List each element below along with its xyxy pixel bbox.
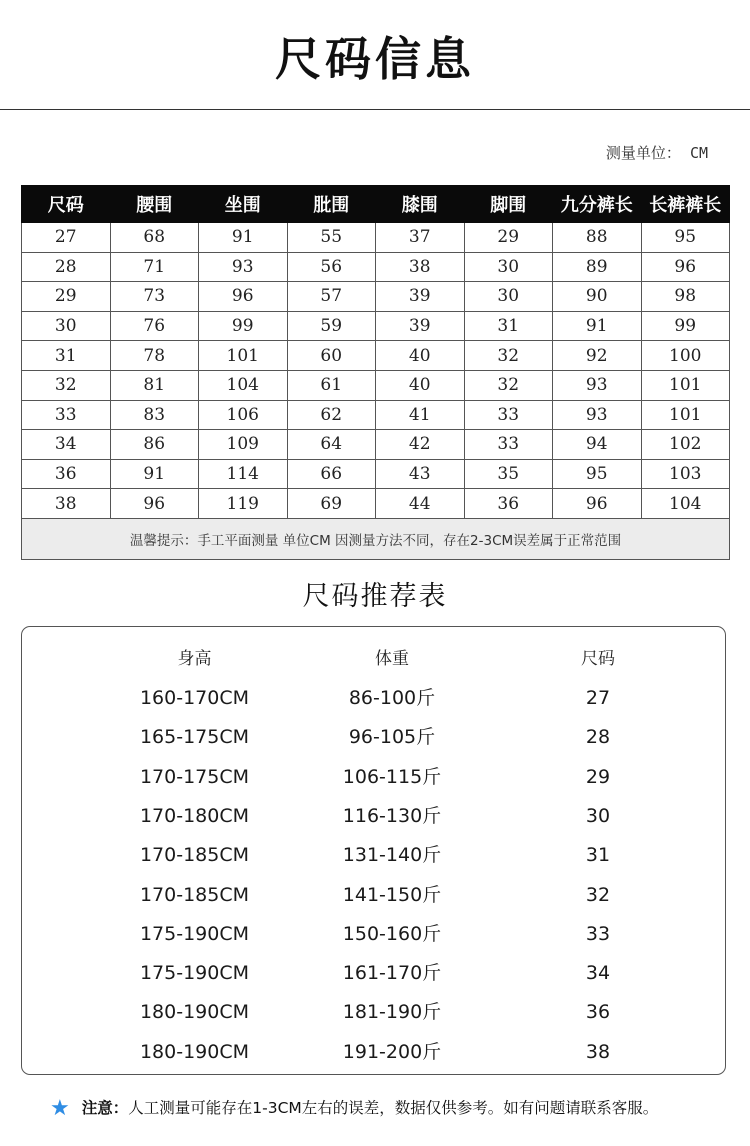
table-cell: 39 [376, 311, 465, 341]
table-cell: 93 [553, 370, 642, 400]
table-cell: 81 [110, 370, 199, 400]
table-cell: 32 [464, 341, 553, 371]
table-cell: 100 [641, 341, 730, 371]
size-header-cell: 腰围 [110, 186, 199, 223]
table-cell: 33 [22, 400, 111, 430]
recommend-table [21, 626, 726, 1075]
table-cell: 91 [553, 311, 642, 341]
recommend-height: 170-185CM [139, 844, 250, 867]
table-row [22, 459, 730, 489]
table-cell: 31 [464, 311, 553, 341]
size-header-cell: 九分裤长 [553, 186, 642, 223]
recommend-weight: 131-140斤 [342, 844, 442, 867]
table-cell: 35 [464, 459, 553, 489]
table-cell: 38 [22, 489, 111, 519]
table-cell: 94 [553, 430, 642, 460]
recommend-header-row [22, 641, 727, 677]
table-cell: 28 [22, 252, 111, 282]
table-cell: 109 [199, 430, 288, 460]
list-item [22, 680, 727, 716]
table-row [22, 223, 730, 253]
recommend-weight: 181-190斤 [342, 1001, 442, 1024]
table-cell: 32 [464, 370, 553, 400]
table-cell: 30 [22, 311, 111, 341]
footer-note [50, 1094, 658, 1122]
recommend-height: 160-170CM [139, 687, 250, 709]
recommend-weight: 141-150斤 [342, 883, 442, 906]
table-cell: 96 [553, 489, 642, 519]
recommend-size: 33 [585, 922, 611, 945]
table-cell: 41 [376, 400, 465, 430]
table-cell: 88 [553, 223, 642, 253]
list-item [22, 837, 727, 873]
table-cell: 30 [464, 282, 553, 312]
list-item [22, 877, 727, 913]
table-row [22, 370, 730, 400]
table-cell: 68 [110, 223, 199, 253]
table-cell: 30 [464, 252, 553, 282]
table-row [22, 311, 730, 341]
table-cell: 60 [287, 341, 376, 371]
recommend-header-height: 身高 [177, 649, 212, 669]
table-cell: 40 [376, 341, 465, 371]
table-cell: 40 [376, 370, 465, 400]
page-title: 尺码信息 [275, 32, 475, 86]
size-header-cell: 肶围 [287, 186, 376, 223]
table-cell: 83 [110, 400, 199, 430]
table-cell: 86 [110, 430, 199, 460]
recommend-header-weight: 体重 [375, 649, 409, 669]
table-cell: 96 [110, 489, 199, 519]
table-cell: 33 [464, 400, 553, 430]
table-row [22, 489, 730, 519]
table-cell: 73 [110, 282, 199, 312]
title-divider [0, 109, 750, 110]
table-cell: 92 [553, 341, 642, 371]
table-cell: 103 [641, 459, 730, 489]
table-cell: 104 [641, 489, 730, 519]
table-cell: 29 [22, 282, 111, 312]
table-cell: 104 [199, 370, 288, 400]
table-cell: 71 [110, 252, 199, 282]
table-cell: 29 [464, 223, 553, 253]
star-icon: ★ [50, 1096, 70, 1121]
recommend-weight: 150-160斤 [342, 922, 442, 945]
table-cell: 78 [110, 341, 199, 371]
table-cell: 114 [199, 459, 288, 489]
table-cell: 106 [199, 400, 288, 430]
recommend-size: 34 [585, 962, 611, 985]
recommend-size: 27 [585, 687, 611, 709]
recommend-height: 170-185CM [139, 883, 250, 906]
recommend-height: 180-190CM [139, 1001, 250, 1024]
recommend-weight: 106-115斤 [342, 765, 442, 788]
table-cell: 43 [376, 459, 465, 489]
table-cell: 119 [199, 489, 288, 519]
unit-note: 测量单位： CM [605, 144, 708, 162]
recommend-height: 180-190CM [139, 1040, 250, 1063]
table-cell: 101 [199, 341, 288, 371]
list-item [22, 916, 727, 952]
footer-label: 注意： [81, 1099, 129, 1117]
table-cell: 34 [22, 430, 111, 460]
table-cell: 69 [287, 489, 376, 519]
size-header-cell: 坐围 [199, 186, 288, 223]
table-cell: 91 [199, 223, 288, 253]
table-cell: 98 [641, 282, 730, 312]
table-cell: 89 [553, 252, 642, 282]
size-header-cell: 脚围 [464, 186, 553, 223]
table-cell: 55 [287, 223, 376, 253]
list-item [22, 719, 727, 755]
size-table-body [22, 223, 730, 519]
list-item [22, 994, 727, 1030]
recommend-size: 30 [585, 804, 611, 827]
table-cell: 56 [287, 252, 376, 282]
recommend-height: 165-175CM [139, 726, 250, 749]
table-cell: 93 [199, 252, 288, 282]
table-row [22, 430, 730, 460]
table-cell: 96 [641, 252, 730, 282]
table-cell: 99 [199, 311, 288, 341]
list-item [22, 759, 727, 795]
table-cell: 37 [376, 223, 465, 253]
table-cell: 99 [641, 311, 730, 341]
table-cell: 42 [376, 430, 465, 460]
size-header-cell: 膝围 [376, 186, 465, 223]
table-cell: 96 [199, 282, 288, 312]
table-cell: 57 [287, 282, 376, 312]
size-table [21, 185, 730, 560]
size-tip-text: 温馨提示：手工平面测量 单位CM 因测量方法不同，存在2-3CM误差属于正常范围 [22, 518, 730, 559]
recommend-size: 28 [585, 726, 611, 749]
recommend-weight: 96-105斤 [348, 726, 436, 749]
recommend-height: 170-180CM [139, 804, 250, 827]
table-row [22, 282, 730, 312]
table-cell: 32 [22, 370, 111, 400]
recommend-size: 38 [585, 1040, 611, 1063]
recommend-size: 31 [585, 844, 611, 867]
size-tip-row [22, 518, 730, 559]
table-cell: 36 [22, 459, 111, 489]
table-cell: 90 [553, 282, 642, 312]
footer-text: 人工测量可能存在1-3CM左右的误差，数据仅供参考。如有问题请联系客服。 [128, 1099, 659, 1117]
table-cell: 95 [641, 223, 730, 253]
table-row [22, 341, 730, 371]
table-cell: 76 [110, 311, 199, 341]
recommend-height: 175-190CM [139, 922, 250, 945]
table-cell: 36 [464, 489, 553, 519]
recommend-height: 175-190CM [139, 962, 250, 985]
recommend-header-size: 尺码 [581, 649, 615, 669]
size-header-cell: 尺码 [22, 186, 111, 223]
recommend-size: 32 [585, 883, 611, 906]
list-item [22, 955, 727, 991]
table-cell: 93 [553, 400, 642, 430]
table-cell: 91 [110, 459, 199, 489]
recommend-height: 170-175CM [139, 765, 250, 788]
recommend-title: 尺码推荐表 [302, 581, 448, 612]
recommend-size: 36 [585, 1001, 611, 1024]
table-cell: 62 [287, 400, 376, 430]
table-row [22, 252, 730, 282]
table-cell: 33 [464, 430, 553, 460]
table-row [22, 400, 730, 430]
table-cell: 27 [22, 223, 111, 253]
recommend-weight: 191-200斤 [342, 1040, 442, 1063]
table-cell: 101 [641, 370, 730, 400]
table-cell: 66 [287, 459, 376, 489]
size-table-header-row [22, 186, 730, 223]
table-cell: 59 [287, 311, 376, 341]
table-cell: 61 [287, 370, 376, 400]
recommend-weight: 161-170斤 [342, 962, 442, 985]
table-cell: 102 [641, 430, 730, 460]
size-header-cell: 长裤裤长 [641, 186, 730, 223]
recommend-size: 29 [585, 765, 611, 788]
table-cell: 39 [376, 282, 465, 312]
list-item [22, 1034, 727, 1070]
recommend-weight: 86-100斤 [348, 687, 436, 709]
table-cell: 38 [376, 252, 465, 282]
table-cell: 64 [287, 430, 376, 460]
table-cell: 101 [641, 400, 730, 430]
table-cell: 44 [376, 489, 465, 519]
list-item [22, 798, 727, 834]
table-cell: 31 [22, 341, 111, 371]
recommend-weight: 116-130斤 [342, 804, 442, 827]
table-cell: 95 [553, 459, 642, 489]
